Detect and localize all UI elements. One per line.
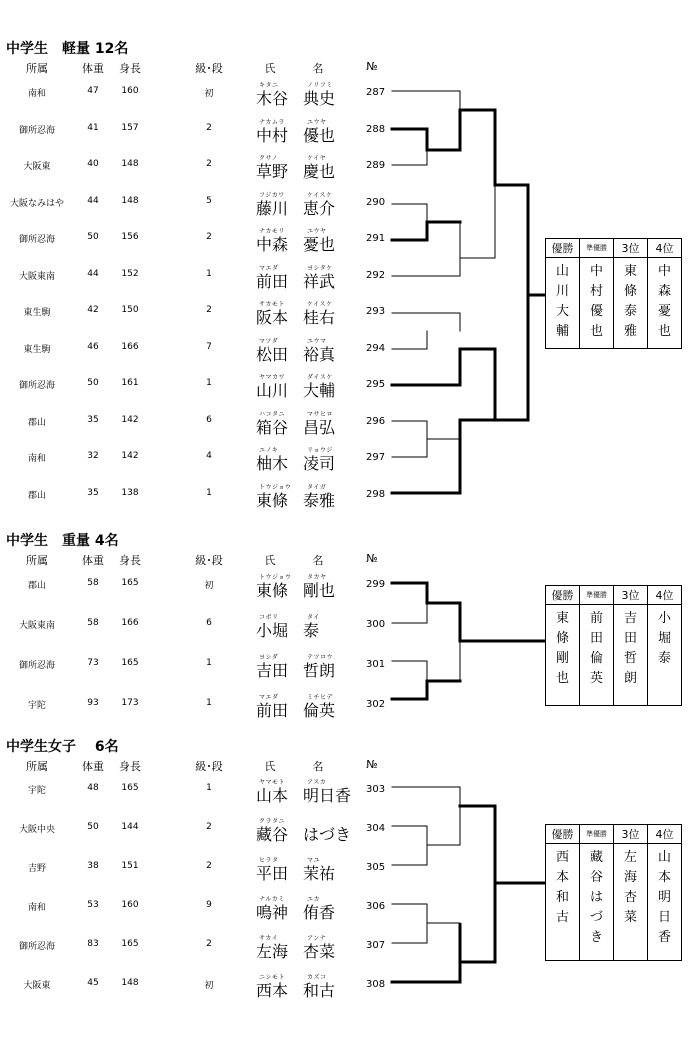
player-height: 148 (121, 978, 139, 988)
player-weight: 41 (87, 122, 99, 133)
column-header-height: 身長 (119, 760, 141, 773)
player-team: 宇陀 (27, 701, 46, 711)
column-header-given: 名 (312, 62, 324, 75)
given-name-kana: ミチヒデ (307, 694, 334, 701)
family-name: 鳴神 (256, 903, 289, 922)
family-name-kana: ヨシダ (259, 654, 279, 661)
player-number: 290 (366, 196, 386, 208)
family-name-kana: キタニ (259, 82, 279, 89)
player-height: 142 (121, 414, 139, 425)
player-rank: 2 (206, 159, 212, 169)
results-name (648, 844, 682, 961)
column-header-weight: 体重 (82, 760, 104, 773)
results-name (580, 258, 614, 349)
bracket-winner-line (495, 295, 545, 420)
column-header-height: 身長 (119, 62, 141, 75)
player-number: 308 (366, 979, 386, 990)
given-name-kana: マユ (307, 857, 321, 864)
player-weight: 58 (87, 578, 99, 588)
player-height: 166 (121, 618, 139, 628)
player-height: 173 (121, 698, 139, 708)
bracket-line (392, 150, 427, 165)
column-header-no: № (366, 552, 378, 565)
player-weight: 42 (87, 305, 99, 315)
given-name: 哲朗 (303, 661, 336, 680)
division-title: 中学生 重量 4名 (6, 533, 119, 549)
bracket-line (392, 331, 427, 349)
family-name: 山本 (256, 786, 289, 805)
given-name-kana: ダイスケ (307, 374, 333, 381)
player-height: 157 (121, 122, 139, 133)
bracket-line (392, 439, 460, 457)
player-weight: 38 (87, 861, 99, 871)
player-height: 148 (121, 195, 139, 206)
family-name-kana: クラタニ (259, 818, 285, 825)
results-label: 4位 (648, 825, 682, 844)
results-name (580, 844, 614, 961)
results-name-text: 中村優也 (589, 264, 603, 339)
given-name: 祥武 (303, 271, 336, 291)
family-name-kana: コボリ (259, 614, 279, 621)
player-team: 郡山 (27, 490, 46, 501)
player-height: 165 (121, 939, 139, 949)
results-name-text: 吉田哲朗 (623, 611, 637, 686)
given-name: 桂右 (303, 308, 336, 327)
given-name: 恵介 (303, 198, 336, 218)
given-name-kana: ユカ (307, 896, 321, 903)
player-number: 294 (366, 342, 386, 354)
family-name: 吉田 (256, 661, 289, 680)
family-name: 山川 (256, 381, 289, 400)
player-weight: 35 (87, 487, 99, 498)
family-name-kana: トウジョウ (259, 483, 292, 491)
family-name: 平田 (256, 864, 289, 883)
column-header-height: 身長 (119, 554, 141, 567)
player-rank: 2 (206, 939, 212, 949)
player-height: 138 (121, 487, 139, 498)
results-label: 準優勝 (580, 586, 614, 605)
family-name: 松田 (256, 344, 289, 364)
results-label: 4位 (648, 586, 682, 605)
player-number: 305 (366, 862, 386, 873)
results-name-text: 藏谷はづき (589, 850, 603, 945)
player-number: 299 (366, 579, 386, 590)
player-weight: 45 (87, 978, 99, 988)
results-label: 4位 (648, 239, 682, 258)
player-rank: 2 (206, 232, 212, 242)
results-name (546, 258, 580, 349)
family-name: 中森 (256, 235, 289, 254)
player-weight: 53 (87, 900, 99, 910)
player-height: 156 (121, 232, 139, 242)
column-header-no: № (366, 758, 378, 771)
results-label: 優勝 (546, 825, 580, 844)
player-rank: 1 (206, 378, 212, 388)
player-rank: 初 (204, 89, 214, 99)
family-name: 東條 (256, 581, 289, 600)
family-name: 藏谷 (256, 825, 289, 844)
player-weight: 40 (87, 159, 99, 169)
player-height: 142 (121, 451, 139, 461)
given-name-kana: タイ (307, 614, 320, 621)
results-label: 3位 (614, 825, 648, 844)
player-team: 郡山 (27, 581, 46, 591)
family-name: 前田 (256, 701, 289, 720)
given-name-kana: ユウヤ (307, 118, 327, 126)
given-name-kana: タカヤ (307, 574, 327, 581)
player-rank: 6 (206, 618, 212, 628)
family-name-kana: ナカムラ (259, 118, 285, 126)
player-height: 144 (121, 822, 139, 832)
bracket-winner-line (392, 349, 495, 420)
player-number: 303 (366, 784, 386, 795)
player-height: 161 (121, 378, 139, 388)
family-name-kana: サカイ (259, 935, 279, 942)
family-name-kana: マエダ (259, 694, 279, 701)
family-name-kana: フジカワ (259, 191, 285, 199)
column-header-team: 所属 (26, 62, 48, 75)
player-team: 御所忍海 (18, 942, 55, 952)
player-team: 大阪東南 (18, 271, 55, 282)
player-height: 160 (121, 900, 139, 910)
family-name-kana: マエダ (259, 264, 279, 272)
player-weight: 35 (87, 414, 99, 425)
family-name: 柚木 (256, 454, 289, 473)
bracket-winner-line (392, 222, 460, 240)
given-name-kana: ケイスケ (307, 301, 333, 308)
results-name-text: 前田倫英 (589, 611, 603, 686)
player-rank: 初 (204, 581, 214, 591)
family-name-kana: ユノキ (259, 447, 279, 454)
player-number: 301 (366, 659, 386, 670)
family-name-kana: ハコタニ (259, 410, 286, 418)
player-number: 288 (366, 123, 386, 135)
family-name-kana: ヤマモト (259, 779, 286, 786)
given-name: はづき (303, 825, 352, 844)
given-name-kana: ユウマ (307, 337, 327, 345)
player-rank: 1 (206, 658, 212, 668)
family-name-kana: マツダ (259, 337, 279, 345)
bracket-line (392, 826, 427, 845)
bracket-line (392, 661, 427, 681)
player-team: 大阪なみはや (9, 198, 64, 209)
player-weight: 48 (87, 783, 99, 793)
player-height: 160 (121, 86, 139, 96)
given-name: 大輔 (303, 381, 336, 400)
results-table (545, 585, 685, 706)
player-rank: 2 (206, 305, 212, 315)
given-name: 典史 (303, 89, 336, 108)
given-name-kana: カズコ (307, 974, 327, 981)
player-height: 152 (121, 268, 139, 279)
family-name: 箱谷 (256, 417, 289, 437)
bracket-line (392, 91, 460, 110)
player-height: 166 (121, 341, 139, 352)
column-header-family: 氏 (264, 554, 276, 567)
column-header-team: 所属 (26, 760, 48, 773)
family-name: 草野 (256, 162, 289, 181)
family-name-kana: ニシモト (259, 974, 286, 981)
player-rank: 2 (206, 861, 212, 871)
bracket-line (392, 204, 427, 222)
results-name-text: 左海杏菜 (623, 850, 637, 925)
given-name-kana: テツロウ (307, 654, 333, 661)
player-height: 165 (121, 783, 139, 793)
bracket-line (392, 787, 460, 806)
player-weight: 93 (87, 698, 99, 708)
player-rank: 2 (206, 822, 212, 832)
family-name-kana: ナルカミ (259, 896, 285, 903)
column-header-team: 所属 (26, 554, 48, 567)
given-name-kana: ノリフミ (307, 82, 333, 89)
player-team: 郡山 (27, 417, 46, 428)
results-name (546, 844, 580, 961)
player-height: 150 (121, 305, 139, 315)
column-header-given: 名 (312, 760, 324, 773)
family-name: 前田 (256, 271, 289, 291)
bracket-winner-line (392, 681, 460, 699)
results-name-text: 山本明日香 (657, 850, 671, 945)
player-team: 御所忍海 (18, 125, 55, 136)
player-team: 東生駒 (23, 344, 51, 355)
results-name (614, 844, 648, 961)
results-name (648, 605, 685, 706)
player-weight: 44 (87, 195, 99, 206)
given-name-kana: ユウヤ (307, 228, 327, 235)
given-name: 和古 (303, 981, 336, 1000)
player-weight: 50 (87, 822, 99, 832)
family-name: 藤川 (256, 198, 289, 218)
player-team: 大阪東南 (18, 621, 55, 631)
player-team: 南和 (27, 903, 46, 913)
given-name: 侑香 (303, 903, 336, 922)
family-name-kana: トウジョウ (259, 574, 292, 581)
player-weight: 73 (87, 658, 99, 668)
bracket-winner-line (460, 806, 545, 883)
results-name-text: 小堀 泰 (657, 611, 685, 666)
bracket-winner-line (392, 883, 495, 982)
player-number: 295 (366, 379, 386, 390)
given-name: 明日香 (303, 786, 352, 805)
player-number: 306 (366, 901, 386, 912)
results-table (545, 238, 682, 349)
player-team: 御所忍海 (18, 235, 55, 245)
results-label: 3位 (614, 586, 648, 605)
player-rank: 1 (206, 487, 212, 498)
results-name-text: 東條剛也 (555, 611, 569, 686)
results-name-text: 西本和古 (555, 850, 569, 925)
player-team: 御所忍海 (18, 661, 55, 671)
given-name: 昌弘 (303, 417, 336, 437)
player-number: 302 (366, 699, 386, 710)
player-number: 304 (366, 823, 386, 834)
given-name: 泰 (303, 621, 320, 640)
player-weight: 46 (87, 341, 99, 352)
bracket-winner-line (392, 583, 460, 603)
player-team: 東生駒 (23, 308, 51, 318)
column-header-no: № (366, 60, 378, 73)
results-name-text: 山川大輔 (555, 264, 569, 339)
player-team: 大阪東 (23, 162, 51, 172)
family-name: 西本 (256, 981, 289, 1000)
division-title: 中学生女子 6名 (6, 739, 119, 755)
player-rank: 4 (206, 451, 212, 461)
player-team: 御所忍海 (18, 381, 55, 391)
player-number: 300 (366, 619, 386, 630)
player-rank: 5 (206, 195, 212, 206)
player-weight: 58 (87, 618, 99, 628)
column-header-weight: 体重 (82, 554, 104, 567)
player-number: 307 (366, 940, 386, 951)
given-name-kana: ヨシタケ (307, 264, 333, 272)
given-name: 茉祐 (303, 864, 336, 883)
results-name (614, 605, 648, 706)
results-name (546, 605, 580, 706)
player-rank: 1 (206, 698, 212, 708)
player-weight: 44 (87, 268, 99, 279)
bracket-winner-line (495, 185, 528, 295)
bracket-line (392, 845, 460, 865)
bracket-line (392, 603, 427, 623)
column-header-rank: 級･段 (195, 554, 223, 567)
family-name-kana: ヤマカワ (259, 374, 286, 381)
player-number: 298 (366, 488, 386, 500)
player-rank: 初 (204, 981, 214, 991)
bracket-winner-line (460, 603, 545, 641)
given-name: 優也 (303, 125, 336, 145)
family-name: 左海 (256, 942, 289, 961)
given-name: 倫英 (303, 701, 336, 720)
results-name-text: 中森憂也 (657, 264, 671, 339)
division-title: 中学生 軽量 12名 (6, 41, 129, 57)
column-header-weight: 体重 (82, 62, 104, 75)
player-team: 大阪中央 (18, 825, 55, 835)
player-rank: 7 (206, 341, 212, 352)
bracket-line (392, 904, 427, 923)
bracket-line (392, 313, 460, 331)
family-name: 東條 (256, 490, 289, 510)
results-name (614, 258, 648, 349)
results-name-text: 東條泰雅 (623, 264, 637, 339)
player-rank: 6 (206, 414, 212, 425)
player-rank: 2 (206, 122, 212, 133)
given-name-kana: アスカ (307, 779, 327, 786)
player-number: 287 (366, 87, 386, 98)
player-weight: 50 (87, 378, 99, 388)
player-rank: 9 (206, 900, 212, 910)
player-number: 292 (366, 269, 386, 281)
column-header-family: 氏 (264, 760, 276, 773)
given-name: 憂也 (303, 235, 336, 254)
given-name-kana: ケイヤ (307, 155, 327, 162)
player-rank: 1 (206, 783, 212, 793)
given-name: 裕真 (303, 344, 336, 364)
player-team: 大阪東 (23, 981, 51, 991)
bracket-line (460, 185, 495, 258)
family-name-kana: ナカモリ (259, 228, 285, 235)
player-rank: 1 (206, 268, 212, 279)
player-number: 291 (366, 233, 386, 244)
player-team: 吉野 (27, 864, 46, 874)
results-label: 準優勝 (580, 825, 614, 844)
bracket-winner-line (392, 129, 460, 150)
results-label: 優勝 (546, 239, 580, 258)
player-weight: 50 (87, 232, 99, 242)
results-label: 優勝 (546, 586, 580, 605)
player-team: 宇陀 (27, 786, 46, 796)
family-name: 小堀 (256, 621, 289, 640)
player-height: 165 (121, 578, 139, 588)
player-number: 293 (366, 306, 386, 317)
given-name: 剛也 (303, 581, 336, 600)
results-label: 3位 (614, 239, 648, 258)
player-height: 148 (121, 159, 139, 169)
given-name-kana: マサヒロ (307, 410, 334, 418)
player-weight: 47 (87, 86, 99, 96)
player-number: 289 (366, 160, 386, 171)
results-table (545, 824, 682, 961)
given-name-kana: ケイスケ (307, 191, 333, 199)
player-height: 165 (121, 658, 139, 668)
given-name-kana: リョウジ (307, 447, 333, 454)
family-name: 中村 (256, 125, 289, 145)
bracket-winner-line (460, 110, 495, 185)
player-weight: 83 (87, 939, 99, 949)
results-label: 準優勝 (580, 239, 614, 258)
given-name-kana: アンナ (307, 935, 327, 942)
player-number: 296 (366, 415, 386, 427)
given-name-kana: タイガ (307, 483, 327, 491)
family-name: 阪本 (256, 308, 289, 327)
family-name-kana: ヒラタ (259, 857, 279, 864)
family-name: 木谷 (256, 89, 289, 108)
player-team: 南和 (27, 89, 46, 99)
bracket-line (392, 421, 427, 439)
results-name (580, 605, 614, 706)
column-header-rank: 級･段 (195, 62, 223, 75)
player-height: 151 (121, 861, 139, 871)
column-header-family: 氏 (264, 62, 276, 75)
bracket-line (392, 923, 460, 943)
column-header-given: 名 (312, 554, 324, 567)
player-team: 南和 (27, 454, 46, 464)
given-name: 泰雅 (303, 490, 336, 510)
family-name-kana: クサノ (259, 155, 279, 162)
column-header-rank: 級･段 (195, 760, 223, 773)
given-name: 慶也 (303, 162, 336, 181)
bracket-line (392, 258, 460, 276)
given-name: 凌司 (303, 454, 336, 473)
results-name (648, 258, 682, 349)
player-weight: 32 (87, 451, 99, 461)
family-name-kana: サカモト (259, 301, 285, 308)
player-number: 297 (366, 452, 386, 463)
given-name: 杏菜 (303, 942, 336, 961)
